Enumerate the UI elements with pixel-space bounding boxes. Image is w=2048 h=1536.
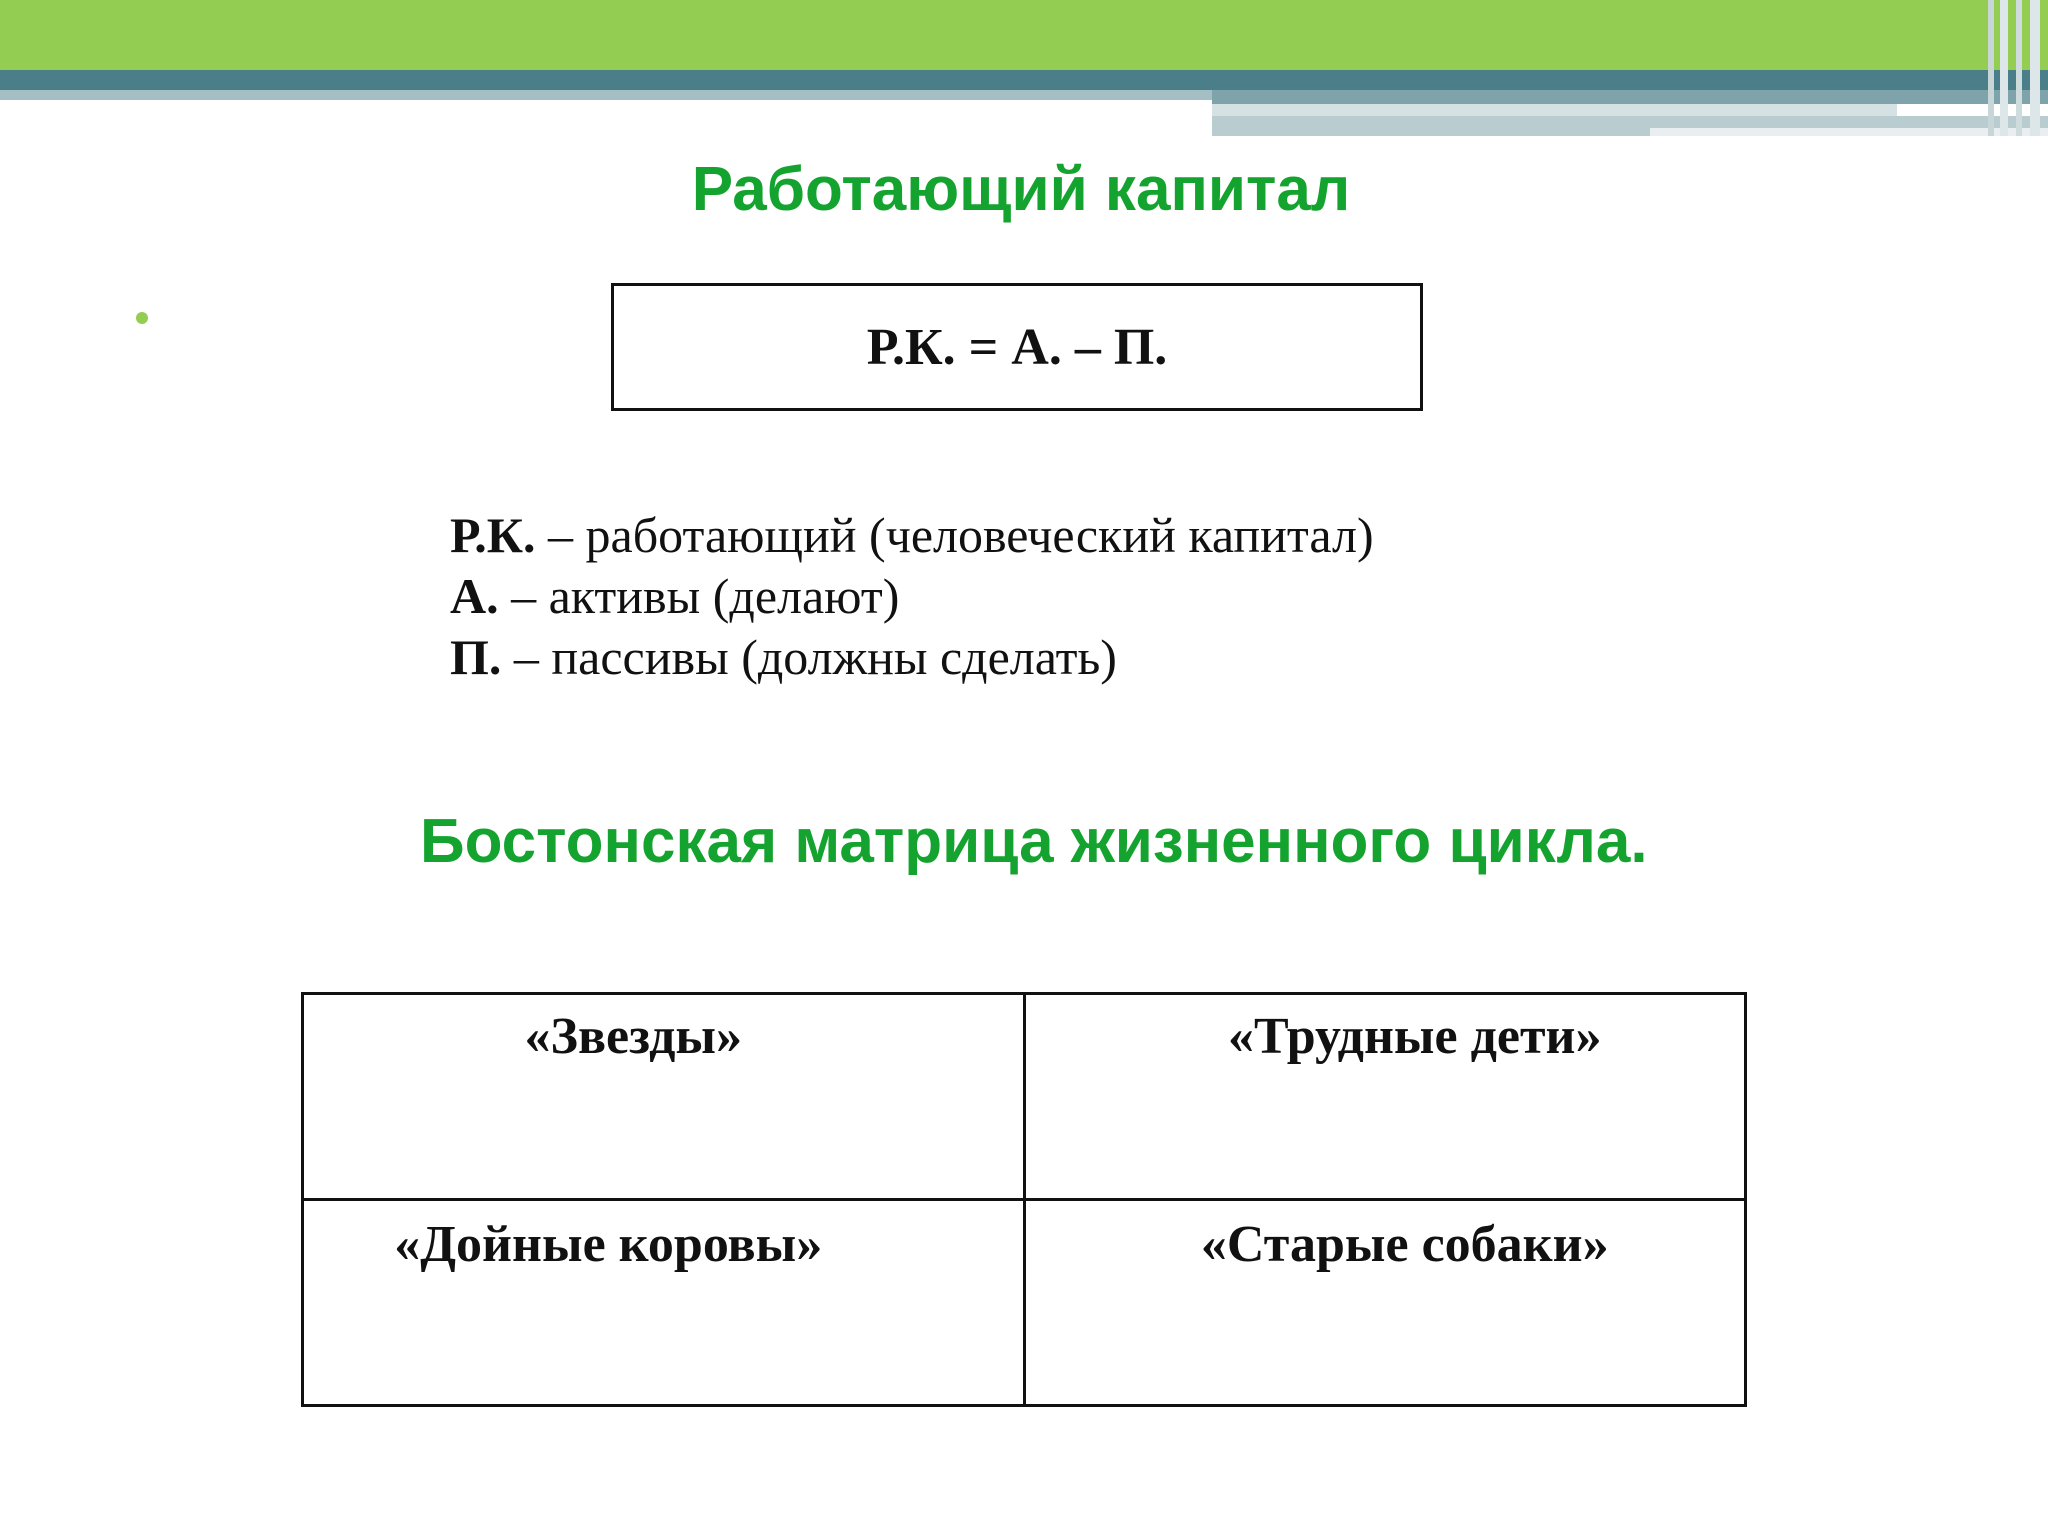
legend-text: – активы (делают) (498, 568, 900, 624)
formula-box (611, 283, 1423, 411)
cell-label: «Звезды» (524, 1008, 742, 1065)
matrix-cell-cash-cows (303, 1200, 1025, 1406)
header-vertical-stripe (1988, 0, 1994, 136)
header-light-band (0, 90, 1212, 100)
header-vertical-stripe (2000, 0, 2008, 136)
legend-text: – пассивы (должны сделать) (501, 629, 1117, 685)
legend-item (450, 566, 1374, 627)
legend (450, 505, 1374, 688)
formula: Р.К. = А. – П. (866, 318, 1168, 376)
slide-title (0, 150, 2048, 230)
matrix-cell-stars (303, 994, 1025, 1200)
matrix-cell-dogs (1024, 1200, 1746, 1406)
slide-title-text: Работающий капитал (691, 155, 1351, 224)
header-stripe (1212, 90, 2048, 104)
legend-abbr: А. (450, 568, 499, 624)
matrix-heading: Бостонская матрица жизненного цикла. (420, 807, 1648, 876)
bullet-dot (136, 312, 148, 324)
matrix-cell-problem-children (1024, 994, 1746, 1200)
matrix-row (303, 994, 1746, 1200)
matrix-row (303, 1200, 1746, 1406)
header-vertical-stripe (2030, 0, 2040, 136)
header-green-band (0, 0, 2048, 70)
legend-abbr: П. (450, 629, 502, 685)
bcg-matrix (301, 992, 1747, 1407)
header-stripe (1212, 104, 1897, 116)
cell-label: «Старые собаки» (1200, 1216, 1609, 1273)
legend-item (450, 505, 1374, 566)
legend-abbr: Р.К. (450, 507, 536, 563)
cell-label: «Дойные коровы» (394, 1216, 823, 1273)
legend-text: – работающий (человеческий капитал) (535, 507, 1374, 563)
legend-item (450, 627, 1374, 688)
cell-label: «Трудные дети» (1228, 1008, 1602, 1065)
header-teal-band (0, 70, 2048, 90)
header-vertical-stripe (2016, 0, 2022, 136)
